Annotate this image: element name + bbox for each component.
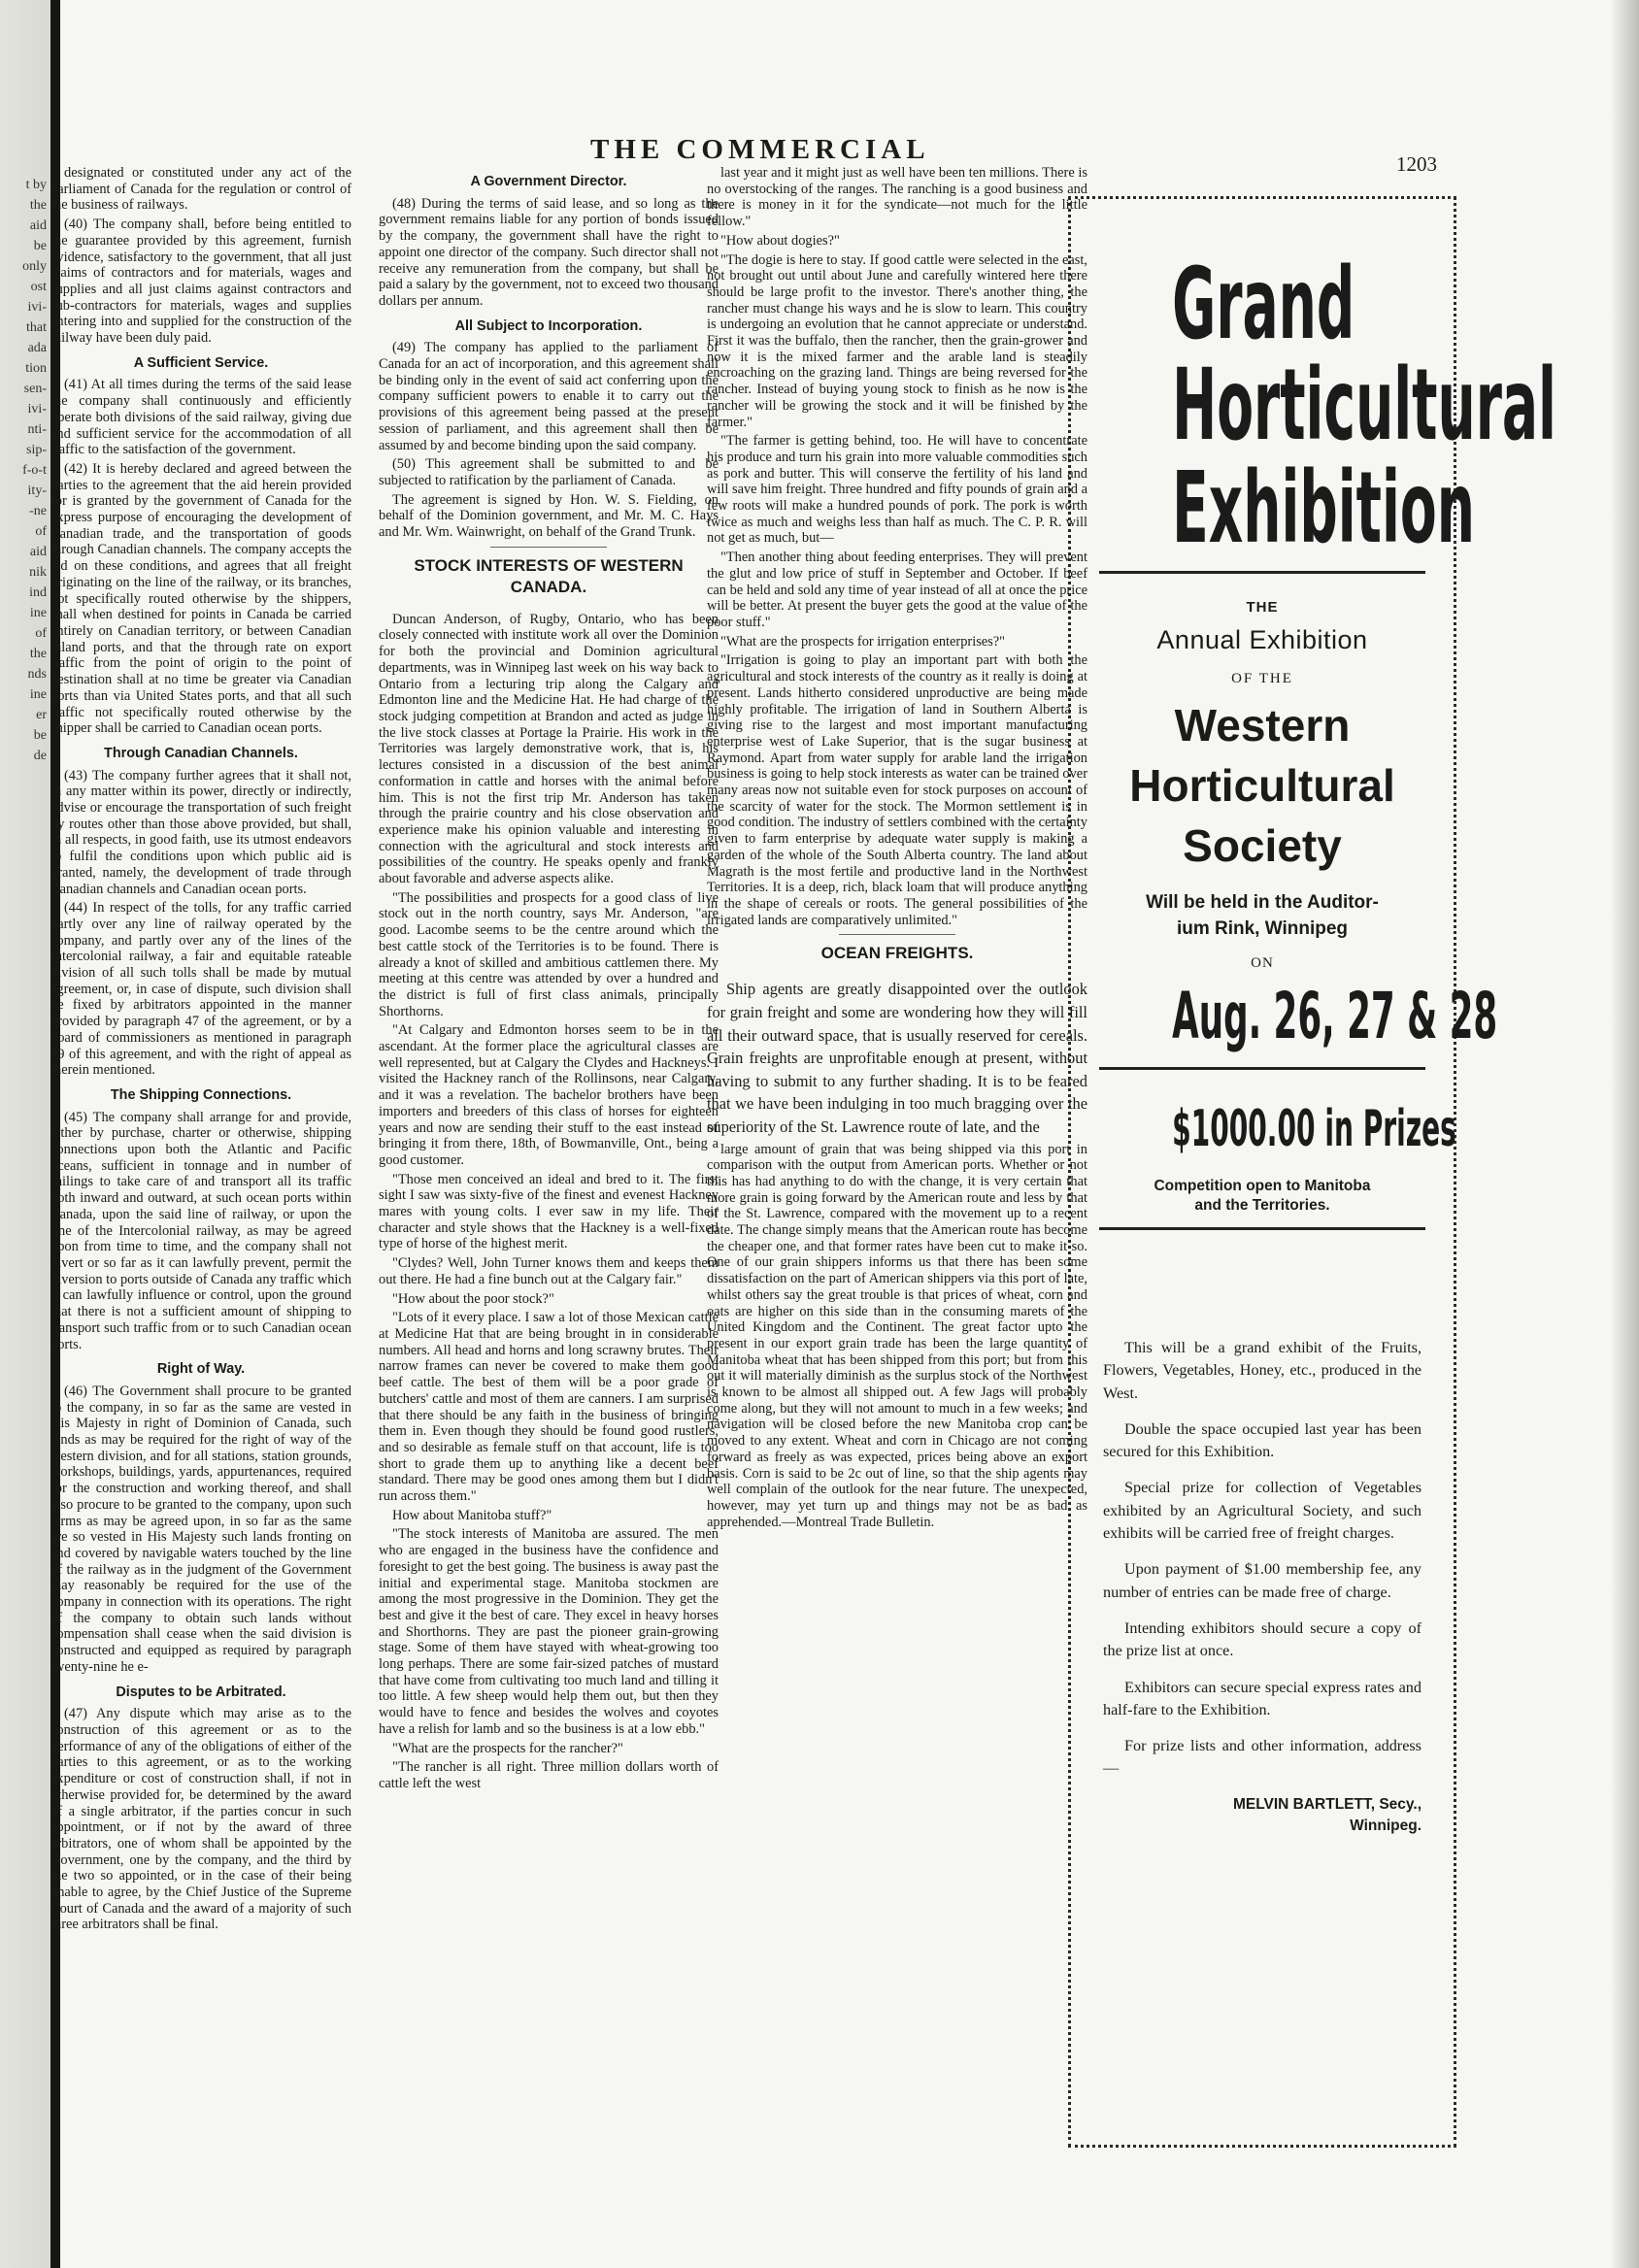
ad-title-line: Exhibition — [1172, 450, 1475, 566]
adjacent-page-strip — [0, 0, 50, 2268]
paragraph: "At Calgary and Edmonton horses seem to be in the ascendant. At the former place the agricultural classes are well represented, but at Calgary the Clydes and Hackneys. I visited the Hackney ranch of the Rollinsons, near Calgary, and it was a revelation. The bachelor brothers have been importers and breeders of this class of horses for eighteen years and now are sending their stuff to the east instead of bringing it from there, 18th, of Bowmanville, Ont., being a good customer. — [379, 1022, 719, 1168]
paragraph: "The dogie is here to stay. If good cattle were selected in the east, not brought out until about June and carefully wintered here there should be large profit to the investor. There's another thing, the rancher must change his ways and he is slow to learn. This country is undergoing an evolution that he cannot appreciate or understand. First it was the buffalo, then the rancher, then the grain-grower and now it is the mixed farmer and the arable land is steadily encroaching on the grazing land. Things are being reversed for the rancher. Instead of buying young stock to finish as he now is the rancher will be growing the stock and it will be finished by the farmer." — [707, 251, 1087, 430]
paragraph: (41) At all times during the terms of the said lease the company shall continuously and efficiently operate both divisions of the said railway, giving due and sufficient service for the accommodation of all traffic to the satisfaction of the government. — [50, 377, 351, 458]
paragraph: Exhibitors can secure special express rates and half-fare to the Exhibition. — [1103, 1678, 1422, 1718]
paragraph: (47) Any dispute which may arise as to the construction of this agreement or as to the performance of any of the obligations of either of the parties to this agreement, or as to the working expenditure or cost of construction shall, if not in otherwise provided for, be determined by the award of a single arbitrator, if the parties concur in such appointment, or if not by the award of three arbitrators, one of whom shall be appointed by the Government, one by the company, and the third by the two so appointed, or in the case of their being unable to agree, by the Chief Justice of the Supreme Court of Canada and the award of a majority of such three arbitrators shall be final. — [50, 1706, 351, 1933]
divider-rule — [839, 934, 955, 935]
adjacent-page-fragment: aid — [29, 218, 47, 233]
paragraph: large amount of grain that was being shipped via this port in comparison with the output from American ports. Whether or not this has had anything to do with the change, it is very certain that more grain is going forward by the American route and less by that of the St. Lawrence, compared with the movement up to a recent date. The change simply means that the American route has become the cheaper one, and that former rates have been cut to make it so. One of our grain shippers informs us that there has been some dissatisfaction on the part of American shippers via this port of late, whilst others say the great trouble is that prices of wheat, corn and oats are higher on this side than in the consuming marets of the United Kingdom and the Continent. The great factor upto the present in our export grain trade has been the large quantity of Manitoba wheat that has been shipped from this port; but from this out it will materially diminish as the surplus stock of the Northwest is known to be almost all shipped out. A few Jags will probably come along, but they will not amount to much in a few weeks; and navigation will be closed before the new Manitoba crop can be moved to any extent. Wheat and corn in Chicago are not coming forward as freely as was expected, prices being above an export basis. Corn is said to be 2c out of line, so that the ship agents may well complain of the outlook for the near future. The unexpected, however, may yet turn up and things may not be as bad as apprehended.—Montreal Trade Bulletin. — [707, 1141, 1087, 1530]
paragraph: "How about dogies?" — [720, 232, 840, 249]
section-heading: A Government Director. — [470, 174, 627, 189]
paragraph: last year and it might just as well have been ten millions. There is no overstocking of the ranges. The ranching is a good business and there is money in it for the syndicate—not much for the little fellow." — [707, 165, 1087, 230]
adjacent-page-fragment: the — [29, 647, 47, 661]
ad-divider — [1099, 1227, 1425, 1230]
ad-society-line: Horticultural — [1129, 760, 1395, 811]
paragraph: designated or constituted under any act of the parliament of Canada for the regulation or control of the business of railways. — [50, 165, 351, 214]
adjacent-page-fragment: ity- — [27, 484, 47, 498]
paragraph: The agreement is signed by Hon. W. S. Fielding, on behalf of the Dominion government, and Mr. M. C. Hays and Mr. Wm. Wainwright, on behalf of the Grand Trunk. — [379, 491, 719, 541]
paragraph: Ship agents are greatly disappointed over the outlook for grain freight and some are wondering how they will fill all their outward space, that is usually reserved for cereals. Grain freights are unprofitable enough at present, without having to submit to any further shading. It is to be feared that we have been indulging in too much bragging over the superiority of the St. Lawrence route of late, and the — [707, 980, 1087, 1136]
section-heading: Right of Way. — [156, 1361, 246, 1378]
adjacent-page-fragment: nti- — [27, 422, 47, 437]
adjacent-page-fragments — [2, 175, 47, 766]
adjacent-page-fragment: ine — [29, 687, 47, 702]
article-paragraphs — [379, 196, 719, 310]
paragraph: Upon payment of $1.00 membership fee, any number of entries can be made free of charge. — [1103, 1560, 1422, 1601]
paragraph: (44) In respect of the tolls, for any traffic carried partly over any line of railway operated by the company, and partly over any of the lines of the Intercolonial railway, a fair and equitable rateable division of all such tolls shall be made by mutual agreement, or, in case of dispute, such division shall be fixed by arbitrators appointed in the manner provided by paragraph 47 of the agreement, or by a board of commissioners as mentioned in paragraph 19 of this agreement, and with the right of appeal as therein mentioned. — [50, 900, 351, 1079]
paragraph: Special prize for collection of Vegetables exhibited by an Agricultural Society, and such exhibits will be carried free of freight charges. — [1103, 1479, 1422, 1543]
paragraph: "The rancher is all right. Three million dollars worth of cattle left the west — [379, 1759, 719, 1791]
paragraph: "Irrigation is going to play an important part with both the agricultural and stock interests of the country as it really is doing at present. Lands hitherto considered unproductive are being made highly profitable. The irrigation of land in Southern Alberta is giving rise to the largest and most important manufacturing enterprise west of Lake Superior, that is the sugar business at Raymond. Apart from water supply for arable land the irrigation business is going to help stock interests as water can be trained over many areas now not suitable even for stock purposes on account of the scarcity of water for the stock. The Mormon settlement is in good condition. The industry of settlers combined with the certainty given to farm enterprise by adequate water supply is making a garden of the whole of the South Alberta country. The land about Magrath is the most fertile and productive land in the Northwest Territories. It is a deep, rich, black loam that will produce anything in the shape of cereals or roots. The general possibilities of the irrigated lands are comparatively unlimited." — [707, 652, 1087, 928]
ad-signature-line: Winnipeg. — [1350, 1817, 1422, 1834]
ad-competition — [1095, 1177, 1429, 1216]
adjacent-page-fragment: ine — [29, 606, 47, 620]
ad-venue-line: Will be held in the Auditor- — [1146, 892, 1379, 913]
article-paragraphs — [50, 377, 351, 736]
adjacent-page-fragment: ivi- — [27, 300, 47, 315]
section-heading: The Shipping Connections. — [110, 1086, 292, 1103]
divider-rule — [490, 547, 607, 548]
ad-on: ON — [1251, 955, 1274, 971]
ad-divider — [1099, 1067, 1425, 1070]
section-heading: Through Canadian Channels. — [104, 745, 298, 761]
column-3 — [707, 165, 1087, 1533]
ad-dates: Aug. 26, 27 & 28 — [1172, 979, 1498, 1053]
article-paragraphs — [707, 978, 1087, 1138]
section-heading: Disputes to be Arbitrated. — [116, 1684, 286, 1700]
column-2 — [379, 165, 719, 1795]
paragraph: "Then another thing about feeding enterprises. They will prevent the glut and low price of stuff in September and October. If beef can be held and sold any time of year instead of all at once the price will be better. At present the buyer gets the good at the value of the poor stuff." — [707, 550, 1087, 630]
running-head: THE COMMERCIAL — [590, 134, 930, 165]
adjacent-page-fragment: sip- — [26, 443, 47, 457]
paragraph: Double the space occupied last year has been secured for this Exhibition. — [1103, 1419, 1422, 1461]
adjacent-page-fragment: sen- — [23, 382, 47, 396]
ad-signature-line: MELVIN BARTLETT, Secy., — [1232, 1795, 1422, 1813]
adjacent-page-fragment: tion — [25, 361, 47, 376]
adjacent-page-fragment: be — [33, 239, 47, 253]
ad-competition-line: and the Territories. — [1194, 1197, 1330, 1214]
article-headline: OCEAN FREIGHTS. — [820, 944, 974, 963]
paragraph: "Clydes? Well, John Turner knows them and keeps them out there. He had a fine bunch out at the Calgary fair." — [379, 1255, 719, 1287]
paragraph: (40) The company shall, before being entitled to the guarantee provided by this agreement, furnish evidence, satisfactory to the government, that all just claims of contractors and for materials, wages and supplies and all just claims against contractors and sub-contractors for materials, wages and supplies entering into and supplied for the construction of the railway have been duly paid. — [50, 217, 351, 347]
paragraph: "The farmer is getting behind, too. He will have to concentrate his produce and turn his grain into more valuable commodities such as pork and butter. This will conserve the fertility of his land and will save him freight. Three hundred and fifty pounds of grain and a few roots will make a hundred pounds of pork. The pork is worth twice as much and weighs less than half as much. The C. P. R. will not get as much, but— — [707, 433, 1087, 547]
ad-society-name — [1095, 695, 1429, 876]
adjacent-page-fragment: that — [26, 320, 47, 335]
exhibition-advertisement — [1068, 196, 1556, 2148]
paragraph: "How about the poor stock?" — [392, 1290, 554, 1307]
paragraph: (43) The company further agrees that it shall not, in any matter within its power, directly or indirectly, advise or encourage the transportation of such freight by routes other than those above provided, but shall, in all respects, in good faith, use its utmost endeavors to fulfil the conditions upon which public aid is granted, namely, the development of trade through Canadian channels and Canadian ocean ports. — [50, 767, 351, 897]
adjacent-page-fragment: nik — [29, 565, 47, 580]
ad-of-the: OF THE — [1231, 671, 1293, 686]
section-heading: A Sufficient Service. — [133, 354, 269, 371]
adjacent-page-fragment: -ne — [29, 504, 47, 518]
paragraph: "The possibilities and prospects for a good class of live stock out in the north country, says Mr. Anderson, "are good. Lacombe seems to be the centre around which the best cattle stock of the Territories is to be found. There is already a knot of skilled and ambitious cattlemen there. My meeting at this centre was attended by over a hundred and the district is full of first class animals, principally Shorthorns. — [379, 889, 719, 1019]
adjacent-page-fragment: only — [22, 259, 47, 274]
page-edge-shadow — [1610, 0, 1639, 2268]
section-heading: All Subject to Incorporation. — [454, 317, 643, 334]
article-paragraphs — [50, 1384, 351, 1676]
paragraph: (42) It is hereby declared and agreed between the parties to the agreement that the aid herein provided for is granted by the government of Canada for the express purpose of encouraging the development of Canadian trade, and the transportation of goods through Canadian channels. The company accepts the aid on these conditions, and agrees that all freight originating on the line of the railway, or its branches, not specifically routed otherwise by the shippers, shall when destined for points in Canada be carried entirely on Canadian territory, or between Canadian inland ports, and that the through rate on export traffic from the point of origin to the point of destination shall at no time be greater via Canadian ports than via United States ports, and that all such traffic not specifically routed otherwise by the shipper shall be carried to Canadian ocean ports. — [50, 460, 351, 737]
ad-society-line: Western — [1174, 700, 1351, 750]
article-paragraphs — [379, 340, 719, 540]
article-paragraphs — [379, 612, 719, 1792]
paragraph: (49) The company has applied to the parliament of Canada for an act of incorporation, and this agreement shall be binding only in the event of said act conferring upon the company sufficient powers to enable it to carry out the provisions of this agreement being passed at the present session of parliament, and this agreement shall then be assumed by and become binding upon the said company. — [379, 340, 719, 453]
adjacent-page-fragment: of — [35, 524, 47, 539]
article-headline: STOCK INTERESTS OF WESTERN CANADA. — [414, 555, 684, 596]
page-number: 1203 — [1396, 152, 1437, 176]
ad-annual-exhibition: Annual Exhibition — [1156, 625, 1368, 654]
article-paragraphs — [50, 768, 351, 1079]
adjacent-page-fragment: aid — [29, 545, 47, 559]
adjacent-page-fragment: de — [33, 749, 47, 763]
article-paragraphs — [50, 1110, 351, 1353]
adjacent-page-fragment: nds — [27, 667, 47, 682]
paragraph: (48) During the terms of said lease, and so long as the government remains liable for any portion of bonds issued by the company, the government shall have the right to appoint one director of the company. Such director shall not receive any remuneration from the company, but shall be paid a salary by the government, not to exceed two thousand dollars per annum. — [379, 195, 719, 309]
paragraph: (50) This agreement shall be submitted to and be subjected to ratification by the parliament of Canada. — [379, 456, 719, 488]
adjacent-page-fragment: be — [33, 728, 47, 743]
paragraph: "What are the prospects for the rancher?" — [392, 1740, 623, 1756]
paragraph: This will be a grand exhibit of the Fruits, Flowers, Vegetables, Honey, etc., produced in the West. — [1103, 1339, 1422, 1402]
article-paragraphs — [50, 165, 351, 347]
adjacent-page-fragment: ind — [29, 585, 47, 600]
paragraph: (46) The Government shall procure to be granted to the company, in so far as the same are vested in His Majesty in right of Dominion of Canada, such lands as may be required for the right of way of the western division, and for all stations, station grounds, workshops, buildings, yards, appurtenances, required for the construction and working thereof, and shall also procure to be granted to the company, upon such terms as may be agreed upon, in so far as the same are so vested in His Majesty such lands fronting on and covered by navigable waters touched by the line of the railway as in the judgment of the Government may reasonably be required for the use of the company in connection with its operations. The right of the company to obtain such lands without compensation shall cease when the said division is constructed and equipped as required by paragraph twenty-nine he e- — [50, 1383, 351, 1675]
paragraph: "The stock interests of Manitoba are assured. The men who are engaged in the business have the confidence and foresight to get the best going. The business is away past the initial and experimental stage. Manitoba stockmen are among the most progressive in the Dominion. They get the best and give it the best of care. They excel in heavy horses and Shorthorns. They are past the pioneer grain-growing stage. Some of them have stayed with wheat-growing too long perhaps. There are some fair-sized patches of mustard that have come from cultivating too much land and tilling it too little. A few sheep would help them out, but then they would have to fence and besides the wolves and coyotes have a relish for lamb and so the business is at a low ebb." — [379, 1526, 719, 1737]
paragraph: "Those men conceived an ideal and bred to it. The first sight I saw was sixty-five of the finest and evenest Hackney mares with young colts. I ever saw in my life. Their character and style shows that the Hackney is a well-fixed type of horse of the highest merit. — [379, 1171, 719, 1252]
adjacent-page-fragment: ada — [27, 341, 47, 355]
ad-title-line: Grand — [1172, 247, 1355, 362]
ad-divider — [1099, 571, 1425, 574]
adjacent-page-fragment: er — [36, 708, 47, 722]
paragraph: Duncan Anderson, of Rugby, Ontario, who has been closely connected with institute work all over the Dominion for both the provincial and Dominion agricultural departments, was in Winnipeg last week on his way back to Ontario from a lecturing trip along the Calgary and Edmonton line and the Medicine Hat. He had charge of the stock judging competition at Brandon and acted as judge in the live stock classes at Portage la Prairie. His work in the Territories was largely demonstrative work, that is, his lectures consisted in a discussion of the best animal conformation in cattle and horses with the animal before him. This is not the first trip Mr. Anderson has taken through the prairie country and his close observation and experience make his opinion valuable and interesting in connection with the agricultural and stock interests and possibilities of the country. He speaks openly and frankly about favorable and adverse aspects alike. — [379, 611, 719, 887]
ad-body-text — [1103, 1337, 1422, 1781]
ad-competition-line: Competition open to Manitoba — [1154, 1178, 1371, 1194]
ad-title-line: Horticultural — [1172, 348, 1556, 463]
adjacent-page-fragment: ost — [30, 280, 47, 294]
adjacent-page-fragment: the — [29, 198, 47, 213]
paragraph: How about Manitoba stuff?" — [392, 1507, 552, 1523]
ad-venue — [1095, 889, 1429, 942]
ad-society-line: Society — [1183, 820, 1342, 871]
adjacent-page-fragment: f-o-t — [22, 463, 47, 478]
adjacent-page-fragment: of — [35, 626, 47, 641]
adjacent-page-fragment: t by — [25, 178, 47, 192]
column-1 — [50, 165, 351, 1936]
ad-the: THE — [1246, 599, 1279, 616]
ad-signature — [1103, 1794, 1422, 1837]
paragraph: For prize lists and other information, address— — [1103, 1737, 1422, 1778]
article-paragraphs — [707, 1142, 1087, 1531]
article-paragraphs — [707, 165, 1087, 928]
adjacent-page-fragment: ivi- — [27, 402, 47, 417]
paragraph: Intending exhibitors should secure a copy of the prize list at once. — [1103, 1618, 1422, 1660]
paragraph: "What are the prospects for irrigation enterprises?" — [720, 633, 1006, 650]
ad-venue-line: ium Rink, Winnipeg — [1176, 918, 1349, 939]
paragraph: "Lots of it every place. I saw a lot of those Mexican cattle at Medicine Hat that are being brought in in considerable numbers. All head and horns and long scrawny brutes. Their narrow frames can never be covered to make them good beef cattle. The best of them will be a poor grade of butchers' cattle and most of them are canners. I am surprised that there should be any faith in the business of bringing them in. Even though they should be found good rustlers, and so desirable as female stuff on that account, life is too short to grade them up to anything like a decent beef standard. There may be good ones among them but I didn't run across them." — [379, 1310, 719, 1505]
ad-prizes: $1000.00 in Prizes — [1172, 1100, 1456, 1158]
paragraph: (45) The company shall arrange for and provide, either by purchase, charter or otherwise, shipping connections upon both the Atlantic and Pacific oceans, sufficient in tonnage and in number of sailings to take care of and transport all its traffic both inward and outward, at such ocean ports within Canada, upon the said line of railway, or upon the line of the Intercolonial railway, as may be agreed upon from time to time, and the company shall not divert or so far as it can lawfully prevent, permit the diversion to ports outside of Canada any traffic which it can lawfully influence or control, upon the ground that there is not a sufficient amount of shipping to transport such traffic from or to such Canadian ocean ports. — [50, 1109, 351, 1352]
article-paragraphs — [50, 1706, 351, 1933]
